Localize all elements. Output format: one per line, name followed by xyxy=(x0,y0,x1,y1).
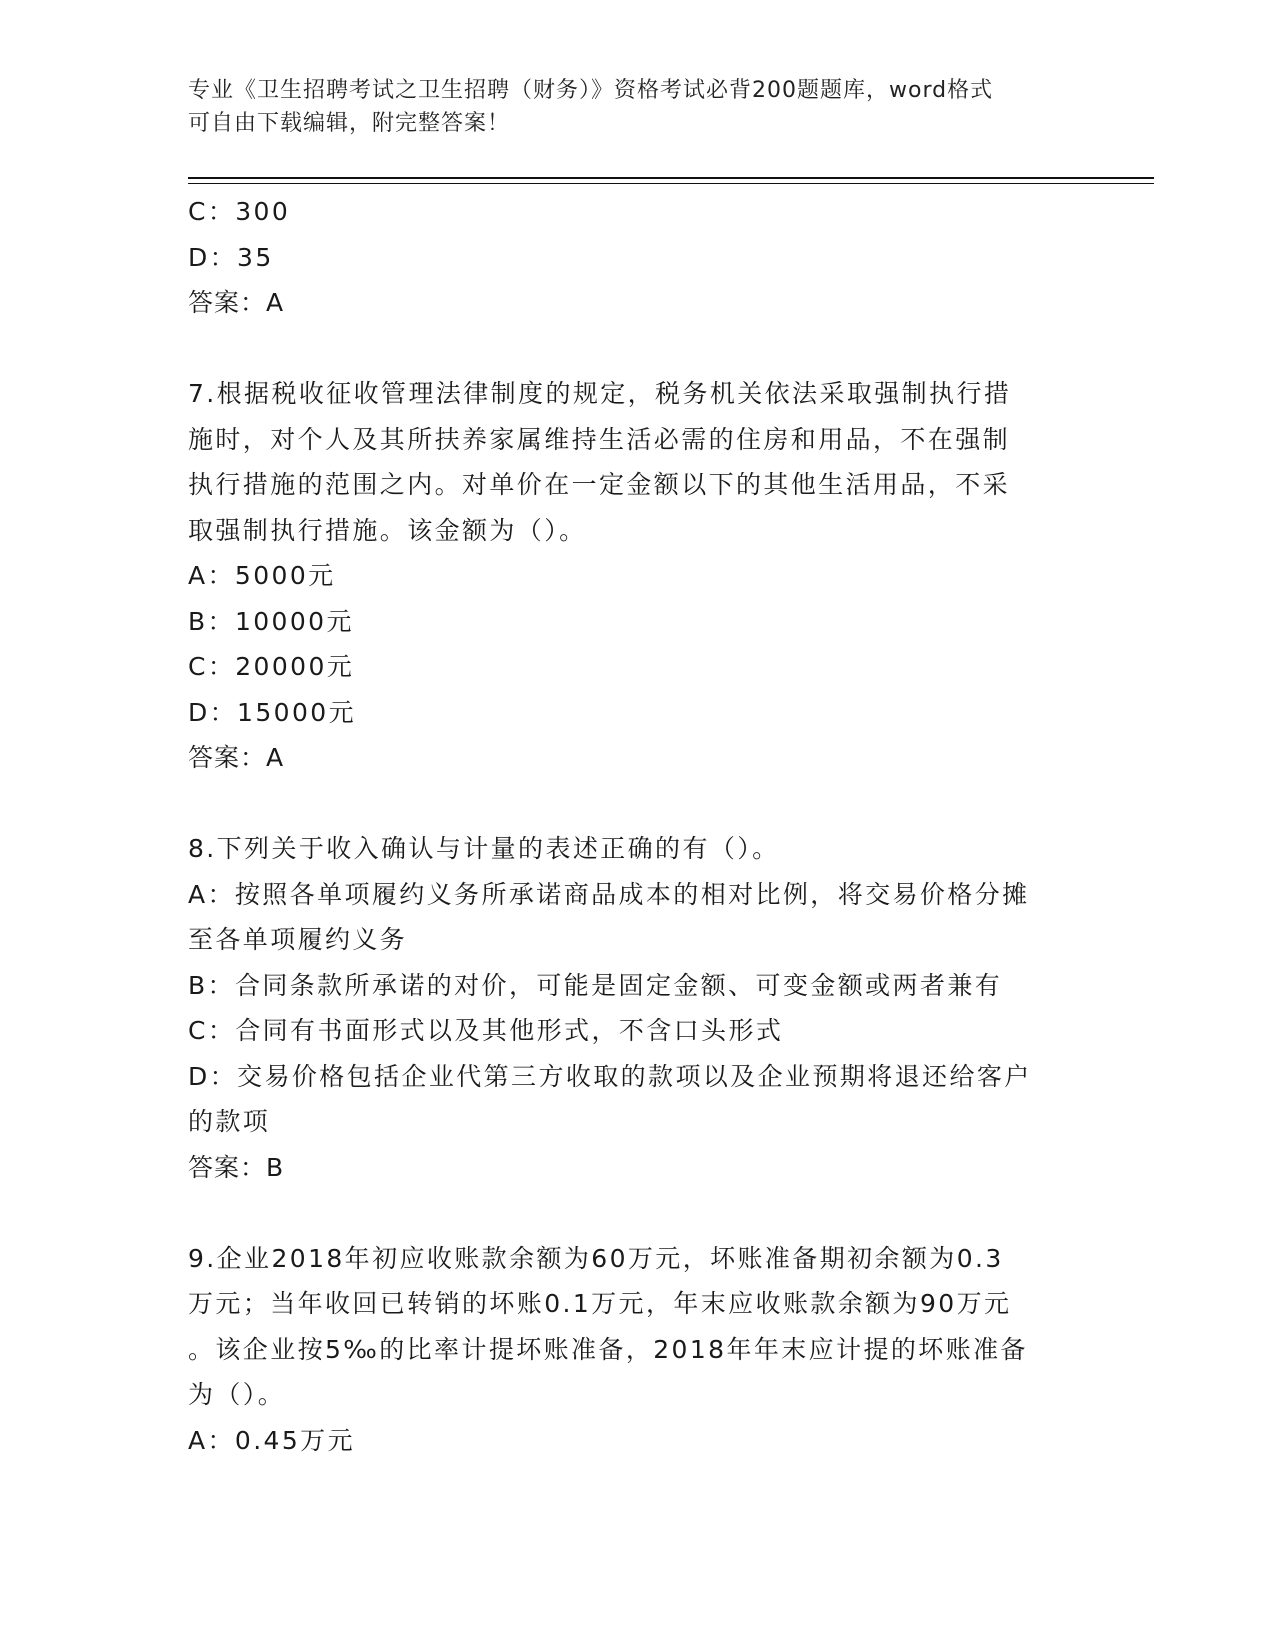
option-a: A：0.45万元 xyxy=(188,1425,355,1455)
header-rule-thick xyxy=(188,177,1154,179)
spacer xyxy=(188,326,1078,372)
option-c: C：合同有书面形式以及其他形式，不含口头形式 xyxy=(188,1016,784,1045)
question-text: 9.企业2018年初应收账款余额为60万元，坏账准备期初余额为0.3 xyxy=(188,1243,1004,1273)
question-text: 取强制执行措施。该金额为（）。 xyxy=(188,515,587,545)
spacer xyxy=(188,1190,1078,1236)
question-7 xyxy=(188,371,1078,781)
option-b: B：10000元 xyxy=(188,606,354,636)
header-line-1: 专业《卫生招聘考试之卫生招聘（财务）》资格考试必背200题题库，word格式 xyxy=(188,78,994,103)
answer-line: 答案：A xyxy=(188,743,285,772)
document-body xyxy=(188,189,1078,1463)
option-c: C：20000元 xyxy=(188,652,355,681)
header-rule-thin xyxy=(188,183,1154,184)
question-text: 。该企业按5‰的比率计提坏账准备，2018年年末应计提的坏账准备 xyxy=(188,1334,1028,1364)
spacer xyxy=(188,781,1078,827)
option-d: D：35 xyxy=(188,242,274,272)
header-line-2: 可自由下载编辑，附完整答案！ xyxy=(188,111,511,136)
answer-line: 答案：B xyxy=(188,1152,285,1182)
question-9 xyxy=(188,1236,1078,1464)
question-text: 为（）。 xyxy=(188,1380,286,1409)
option-d-cont: 的款项 xyxy=(188,1107,271,1136)
option-b: B：合同条款所承诺的对价，可能是固定金额、可变金额或两者兼有 xyxy=(188,970,1003,1000)
question-text: 8.下列关于收入确认与计量的表述正确的有（）。 xyxy=(188,834,780,863)
question-text: 7.根据税收征收管理法律制度的规定，税务机关依法采取强制执行措 xyxy=(188,379,1012,408)
answer-line: 答案：A xyxy=(188,288,285,317)
option-d: D：15000元 xyxy=(188,697,356,727)
question-text: 施时，对个人及其所扶养家属维持生活必需的住房和用品，不在强制 xyxy=(188,424,1011,454)
question-6-tail xyxy=(188,189,1078,326)
option-a: A：5000元 xyxy=(188,561,336,590)
option-c: C：300 xyxy=(188,197,291,226)
question-8 xyxy=(188,826,1078,1190)
option-d: D：交易价格包括企业代第三方收取的款项以及企业预期将退还给客户 xyxy=(188,1061,1032,1091)
option-a: A：按照各单项履约义务所承诺商品成本的相对比例，将交易价格分摊 xyxy=(188,879,1030,909)
option-a-cont: 至各单项履约义务 xyxy=(188,925,408,954)
question-text: 执行措施的范围之内。对单价在一定金额以下的其他生活用品，不采 xyxy=(188,470,1011,499)
page-header xyxy=(188,74,1068,140)
question-text: 万元；当年收回已转销的坏账0.1万元，年末应收账款余额为90万元 xyxy=(188,1289,1012,1318)
